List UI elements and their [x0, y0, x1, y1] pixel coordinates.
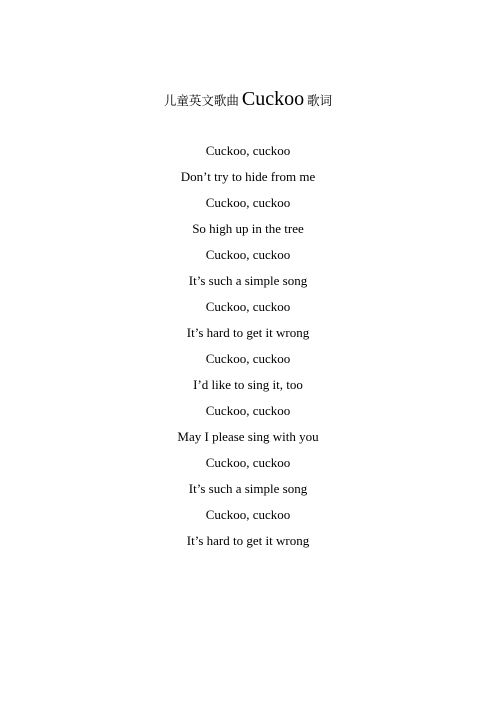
lyric-line: Cuckoo, cuckoo: [205, 143, 291, 158]
lyric-line: I’d like to sing it, too: [193, 377, 303, 392]
lyric-line: Cuckoo, cuckoo: [205, 195, 291, 210]
lyric-line: Cuckoo, cuckoo: [205, 247, 291, 262]
lyric-line: It’s such a simple song: [188, 273, 308, 288]
lyric-line: Cuckoo, cuckoo: [205, 351, 291, 366]
lyric-line: It’s such a simple song: [188, 481, 308, 496]
lyric-line: Cuckoo, cuckoo: [205, 299, 291, 314]
lyric-line: May I please sing with you: [177, 429, 319, 444]
lyric-line: Don’t try to hide from me: [180, 169, 316, 184]
lyric-line: It’s hard to get it wrong: [186, 325, 310, 340]
lyrics-list: [0, 143, 496, 559]
lyric-line: Cuckoo, cuckoo: [205, 507, 291, 522]
lyric-line: It’s hard to get it wrong: [186, 533, 310, 548]
title-song-name: Cuckoo: [241, 88, 305, 110]
lyric-line: Cuckoo, cuckoo: [205, 455, 291, 470]
lyric-line: Cuckoo, cuckoo: [205, 403, 291, 418]
title-suffix: 歌词: [307, 93, 333, 108]
lyric-line: So high up in the tree: [192, 221, 304, 236]
title-prefix: 儿童英文歌曲: [163, 93, 239, 108]
page-title: [0, 86, 496, 114]
